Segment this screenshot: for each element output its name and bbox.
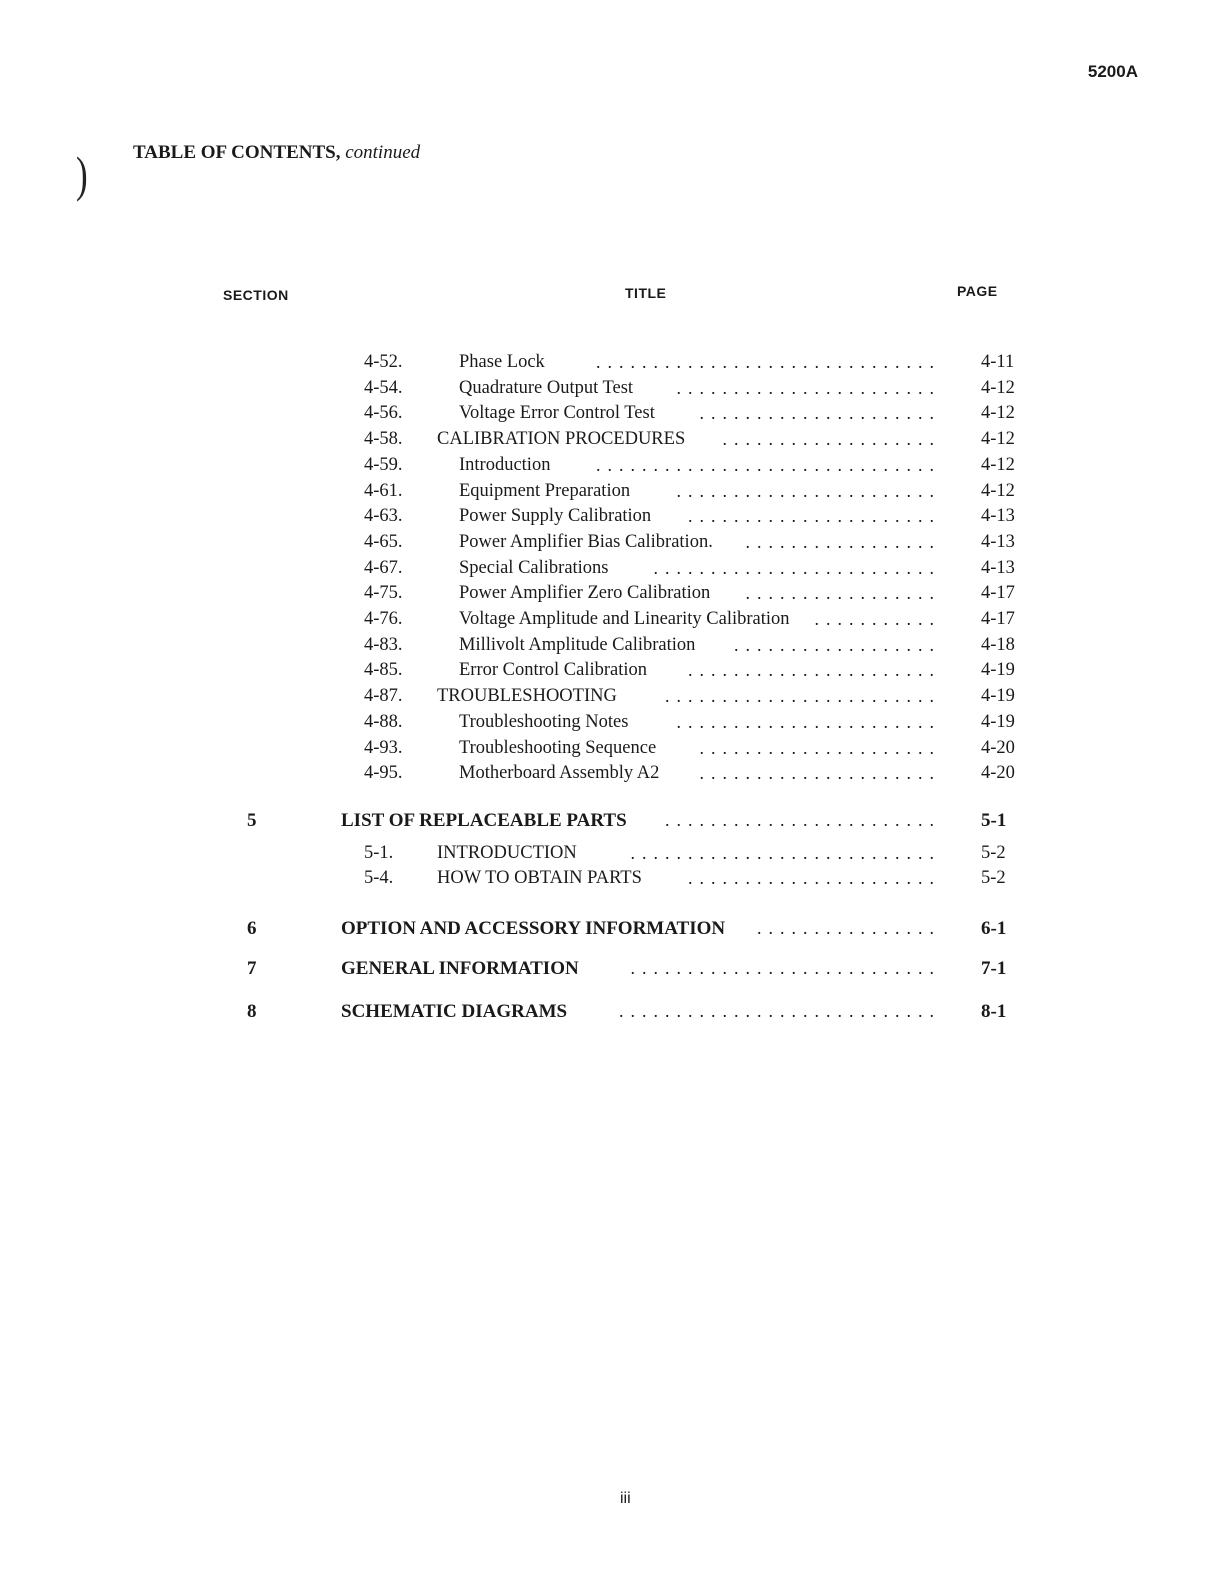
- entry-title: Troubleshooting Sequence: [459, 737, 657, 758]
- entry-title: Equipment Preparation: [459, 480, 631, 501]
- section-page: 6-1: [981, 918, 1007, 939]
- section-number: 7: [247, 958, 257, 979]
- leader-dots: ..............................: [596, 352, 941, 372]
- entry-page: 4-17: [981, 609, 1015, 629]
- leader-dots: ...........................: [630, 843, 941, 863]
- leader-dots: .....................: [699, 763, 941, 784]
- entry-number: 4-52.: [364, 352, 403, 372]
- toc-entry: [0, 686, 1224, 710]
- entry-page: 4-18: [981, 634, 1015, 655]
- model-number: 5200A: [1087, 62, 1138, 81]
- toc-entry: [0, 506, 1224, 530]
- column-header-page: PAGE: [957, 283, 998, 299]
- entry-title: Voltage Error Control Test: [459, 403, 655, 424]
- toc-entry: [0, 660, 1224, 684]
- entry-number: 4-83.: [364, 634, 403, 655]
- entry-page: 4-12: [981, 480, 1015, 501]
- toc-entry: [0, 738, 1224, 762]
- leader-dots: ...........: [814, 609, 941, 629]
- entry-page: 4-12: [981, 429, 1015, 450]
- leader-dots: .......................: [676, 377, 941, 398]
- entry-number: 4-75.: [364, 583, 403, 604]
- section-title: SCHEMATIC DIAGRAMS: [341, 1001, 568, 1022]
- entry-page: 4-19: [981, 660, 1015, 681]
- toc-entry: [0, 609, 1224, 633]
- leader-dots: ......................: [688, 506, 941, 527]
- toc-section-5: [0, 810, 1224, 836]
- leader-dots: ..............................: [596, 454, 941, 475]
- entry-title: Motherboard Assembly A2: [459, 763, 660, 784]
- leader-dots: ......................: [688, 868, 941, 888]
- entry-title: Power Supply Calibration: [459, 506, 652, 527]
- toc-entry: [0, 843, 1224, 867]
- toc-section-8: [0, 1001, 1224, 1027]
- entry-title: Introduction: [459, 454, 551, 475]
- entry-page: 4-12: [981, 403, 1015, 424]
- entry-page: 4-19: [981, 686, 1015, 707]
- leader-dots: ................: [757, 918, 941, 938]
- toc-section-7: [0, 958, 1224, 984]
- entry-title: Power Amplifier Zero Calibration: [459, 583, 711, 604]
- entry-title: HOW TO OBTAIN PARTS: [437, 868, 642, 888]
- entry-number: 4-59.: [364, 454, 403, 475]
- toc-entry: [0, 868, 1224, 892]
- section-number: 5: [247, 810, 257, 831]
- entry-page: 4-13: [981, 557, 1015, 578]
- leader-dots: .......................: [676, 711, 941, 732]
- entry-number: 4-56.: [364, 403, 403, 424]
- section-title: OPTION AND ACCESSORY INFORMATION: [341, 918, 726, 939]
- entry-page: 4-20: [981, 763, 1015, 784]
- entry-page: 4-11: [981, 352, 1015, 372]
- section-page: 7-1: [981, 958, 1007, 979]
- toc-entry: [0, 635, 1224, 659]
- section-page: 8-1: [981, 1001, 1007, 1022]
- entry-page: 5-2: [981, 843, 1006, 863]
- entry-number: 4-65.: [364, 531, 403, 552]
- entry-number: 4-61.: [364, 480, 403, 501]
- column-header-title: TITLE: [625, 285, 667, 301]
- entry-number: 5-1.: [364, 843, 394, 863]
- entry-title: Error Control Calibration: [459, 660, 648, 681]
- leader-dots: ...........................: [630, 958, 941, 978]
- entry-number: 4-93.: [364, 737, 403, 758]
- entry-number: 4-85.: [364, 660, 403, 681]
- section-number: 6: [247, 918, 257, 939]
- entry-title: CALIBRATION PROCEDURES: [437, 429, 686, 450]
- entry-number: 4-87.: [364, 686, 403, 707]
- section-title: LIST OF REPLACEABLE PARTS: [341, 810, 627, 831]
- toc-continued: continued: [345, 142, 421, 163]
- entry-title: Power Amplifier Bias Calibration.: [459, 531, 713, 552]
- section-title: GENERAL INFORMATION: [341, 958, 579, 979]
- entry-number: 4-58.: [364, 429, 403, 450]
- entry-page: 4-13: [981, 506, 1015, 527]
- entry-page: 4-12: [981, 377, 1015, 398]
- entry-number: 4-67.: [364, 557, 403, 578]
- toc-entry: [0, 481, 1224, 505]
- toc-entry: [0, 558, 1224, 582]
- leader-dots: ..................: [734, 634, 941, 655]
- entry-title: Troubleshooting Notes: [459, 711, 629, 732]
- toc-section-6: [0, 918, 1224, 944]
- leader-dots: ......................: [688, 660, 941, 681]
- leader-dots: .....................: [699, 737, 941, 758]
- toc-entry: [0, 352, 1224, 376]
- section-page: 5-1: [981, 810, 1007, 831]
- entry-title: Quadrature Output Test: [459, 377, 634, 398]
- entry-title: Phase Lock: [459, 352, 545, 372]
- leader-dots: ............................: [619, 1001, 941, 1021]
- entry-number: 4-63.: [364, 506, 403, 527]
- toc-entry: [0, 532, 1224, 556]
- toc-entry: [0, 712, 1224, 736]
- page-title: [133, 142, 420, 164]
- leader-dots: .........................: [653, 557, 941, 578]
- leader-dots: .......................: [676, 480, 941, 501]
- leader-dots: .....................: [699, 403, 941, 424]
- entry-number: 4-54.: [364, 377, 403, 398]
- leader-dots: .................: [745, 583, 941, 604]
- entry-page: 4-13: [981, 531, 1015, 552]
- leader-dots: ........................: [665, 686, 941, 707]
- entry-title: TROUBLESHOOTING: [437, 686, 617, 707]
- toc-entry: [0, 403, 1224, 427]
- entry-number: 4-95.: [364, 763, 403, 784]
- toc-title: TABLE OF CONTENTS,: [133, 142, 341, 163]
- entry-title: Special Calibrations: [459, 557, 609, 578]
- entry-title: Voltage Amplitude and Linearity Calibration: [459, 609, 790, 629]
- leader-dots: .................: [745, 531, 941, 552]
- toc-entry: [0, 378, 1224, 402]
- toc-entry: [0, 763, 1224, 787]
- binding-mark: ): [76, 146, 88, 202]
- toc-entry: [0, 429, 1224, 453]
- entry-page: 4-17: [981, 583, 1015, 604]
- leader-dots: ...................: [722, 429, 941, 450]
- entry-number: 4-88.: [364, 711, 403, 732]
- page-number: iii: [620, 1490, 631, 1507]
- entry-number: 5-4.: [364, 868, 394, 888]
- entry-page: 4-19: [981, 711, 1015, 732]
- column-header-section: SECTION: [223, 287, 289, 303]
- leader-dots: ........................: [665, 810, 941, 830]
- section-number: 8: [247, 1001, 257, 1022]
- entry-title: INTRODUCTION: [437, 843, 577, 863]
- entry-page: 4-12: [981, 454, 1015, 475]
- entry-page: 5-2: [981, 868, 1006, 888]
- toc-entry: [0, 455, 1224, 479]
- entry-number: 4-76.: [364, 609, 403, 629]
- entry-title: Millivolt Amplitude Calibration: [459, 634, 696, 655]
- entry-page: 4-20: [981, 737, 1015, 758]
- toc-entry: [0, 583, 1224, 607]
